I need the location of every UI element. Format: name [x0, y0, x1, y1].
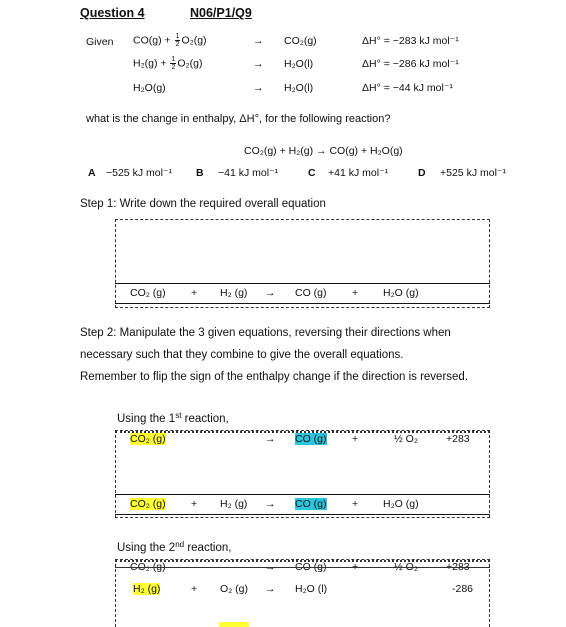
r1sum-plus-1: +: [191, 498, 198, 510]
reaction-2-strike-rule: [115, 567, 490, 568]
fraction-half: $\frac{1}{2}$: [171, 56, 176, 71]
r2a-plus: +: [352, 561, 359, 573]
given-eq-2-rhs: H₂O(l): [284, 58, 314, 70]
option-d-value: +525 kJ mol⁻¹: [440, 167, 506, 179]
using-second-reaction-label: Using the 2nd reaction,: [117, 540, 232, 554]
option-b-value: −41 kJ mol⁻¹: [218, 167, 279, 179]
step-2-line-1: Step 2: Manipulate the 3 given equations, reversing their directions when: [80, 327, 451, 339]
r1sum-arrow: →: [265, 498, 276, 510]
question-text: what is the change in enthalpy, ΔH°, for the following reaction?: [86, 113, 391, 125]
r1sum-plus-2: +: [352, 498, 359, 510]
given-label: Given: [86, 36, 114, 48]
given-eq-3-dh: ΔH° = −44 kJ mol⁻¹: [362, 82, 453, 94]
r1-plus: +: [352, 433, 359, 445]
fraction-half: $\frac{1}{2}$: [175, 33, 180, 48]
r2a-arrow: →: [265, 561, 276, 573]
given-eq-3-arrow: →: [253, 82, 264, 94]
r2a-co: CO (g): [295, 561, 327, 573]
option-c-letter: C: [308, 167, 316, 179]
given-eq-2-lhs: H₂(g) + $\frac{1}{2}$ O₂(g): [133, 56, 203, 71]
given-eq-2-dh: ΔH° = −286 kJ mol⁻¹: [362, 58, 459, 70]
option-b-letter: B: [196, 167, 204, 179]
r2b-dh: -286: [452, 583, 474, 595]
r1sum-co: CO (g): [295, 498, 327, 510]
r1sum-co2: CO₂ (g): [130, 498, 166, 510]
overall-co: CO (g): [295, 287, 327, 299]
r1-co: CO (g): [295, 433, 327, 445]
question-code: N06/P1/Q9: [190, 6, 252, 20]
given-eq-1-arrow: →: [253, 35, 264, 47]
option-a-letter: A: [88, 167, 96, 179]
r2b-h2: H₂ (g): [133, 583, 161, 595]
r1sum-h2o: H₂O (g): [383, 498, 419, 510]
given-eq-1-rhs: CO₂(g): [284, 35, 317, 47]
question-title: Question 4: [80, 6, 145, 20]
given-eq-2-arrow: →: [253, 58, 264, 70]
r2a-co2: CO₂ (g): [130, 561, 166, 573]
r1sum-h2: H₂ (g): [220, 498, 248, 510]
given-eq-3-lhs: H₂O(g): [133, 82, 166, 94]
overall-h2o: H₂O (g): [383, 287, 419, 299]
target-reaction: CO₂(g) + H₂(g) → CO(g) + H₂O(g): [244, 145, 403, 157]
r1-arrow: →: [265, 433, 276, 445]
r2b-o2: O₂ (g): [220, 583, 248, 595]
r2a-dh: +283: [446, 561, 470, 573]
overall-h2: H₂ (g): [220, 287, 248, 299]
r2b-plus: +: [191, 583, 198, 595]
r1-half-o2: ½ O₂: [394, 433, 418, 445]
step-1-heading: Step 1: Write down the required overall equation: [80, 198, 326, 210]
given-eq-1-dh: ΔH° = −283 kJ mol⁻¹: [362, 35, 459, 47]
step-2-line-3: Remember to flip the sign of the enthalpy change if the direction is reversed.: [80, 371, 469, 383]
overall-arrow: →: [265, 287, 276, 299]
r1-co2: CO₂ (g): [130, 433, 166, 445]
step-2-line-2: necessary such that they combine to give the overall equations.: [80, 349, 404, 361]
overall-co2: CO₂ (g): [130, 287, 166, 299]
using-first-reaction-label: Using the 1st reaction,: [117, 411, 229, 425]
r1-dh: +283: [446, 433, 470, 445]
option-a-value: −525 kJ mol⁻¹: [106, 167, 172, 179]
given-eq-3-rhs: H₂O(l): [284, 82, 314, 94]
given-eq-1-lhs: CO(g) + $\frac{1}{2}$ O₂(g): [133, 33, 207, 48]
overall-plus-2: +: [352, 287, 359, 299]
option-d-letter: D: [418, 167, 426, 179]
highlight-fragment: [219, 622, 249, 627]
option-c-value: +41 kJ mol⁻¹: [328, 167, 389, 179]
overall-plus-1: +: [191, 287, 198, 299]
r2b-h2o: H₂O (l): [295, 583, 328, 595]
r2b-arrow: →: [265, 583, 276, 595]
r2a-half-o2: ½ O₂: [394, 561, 418, 573]
